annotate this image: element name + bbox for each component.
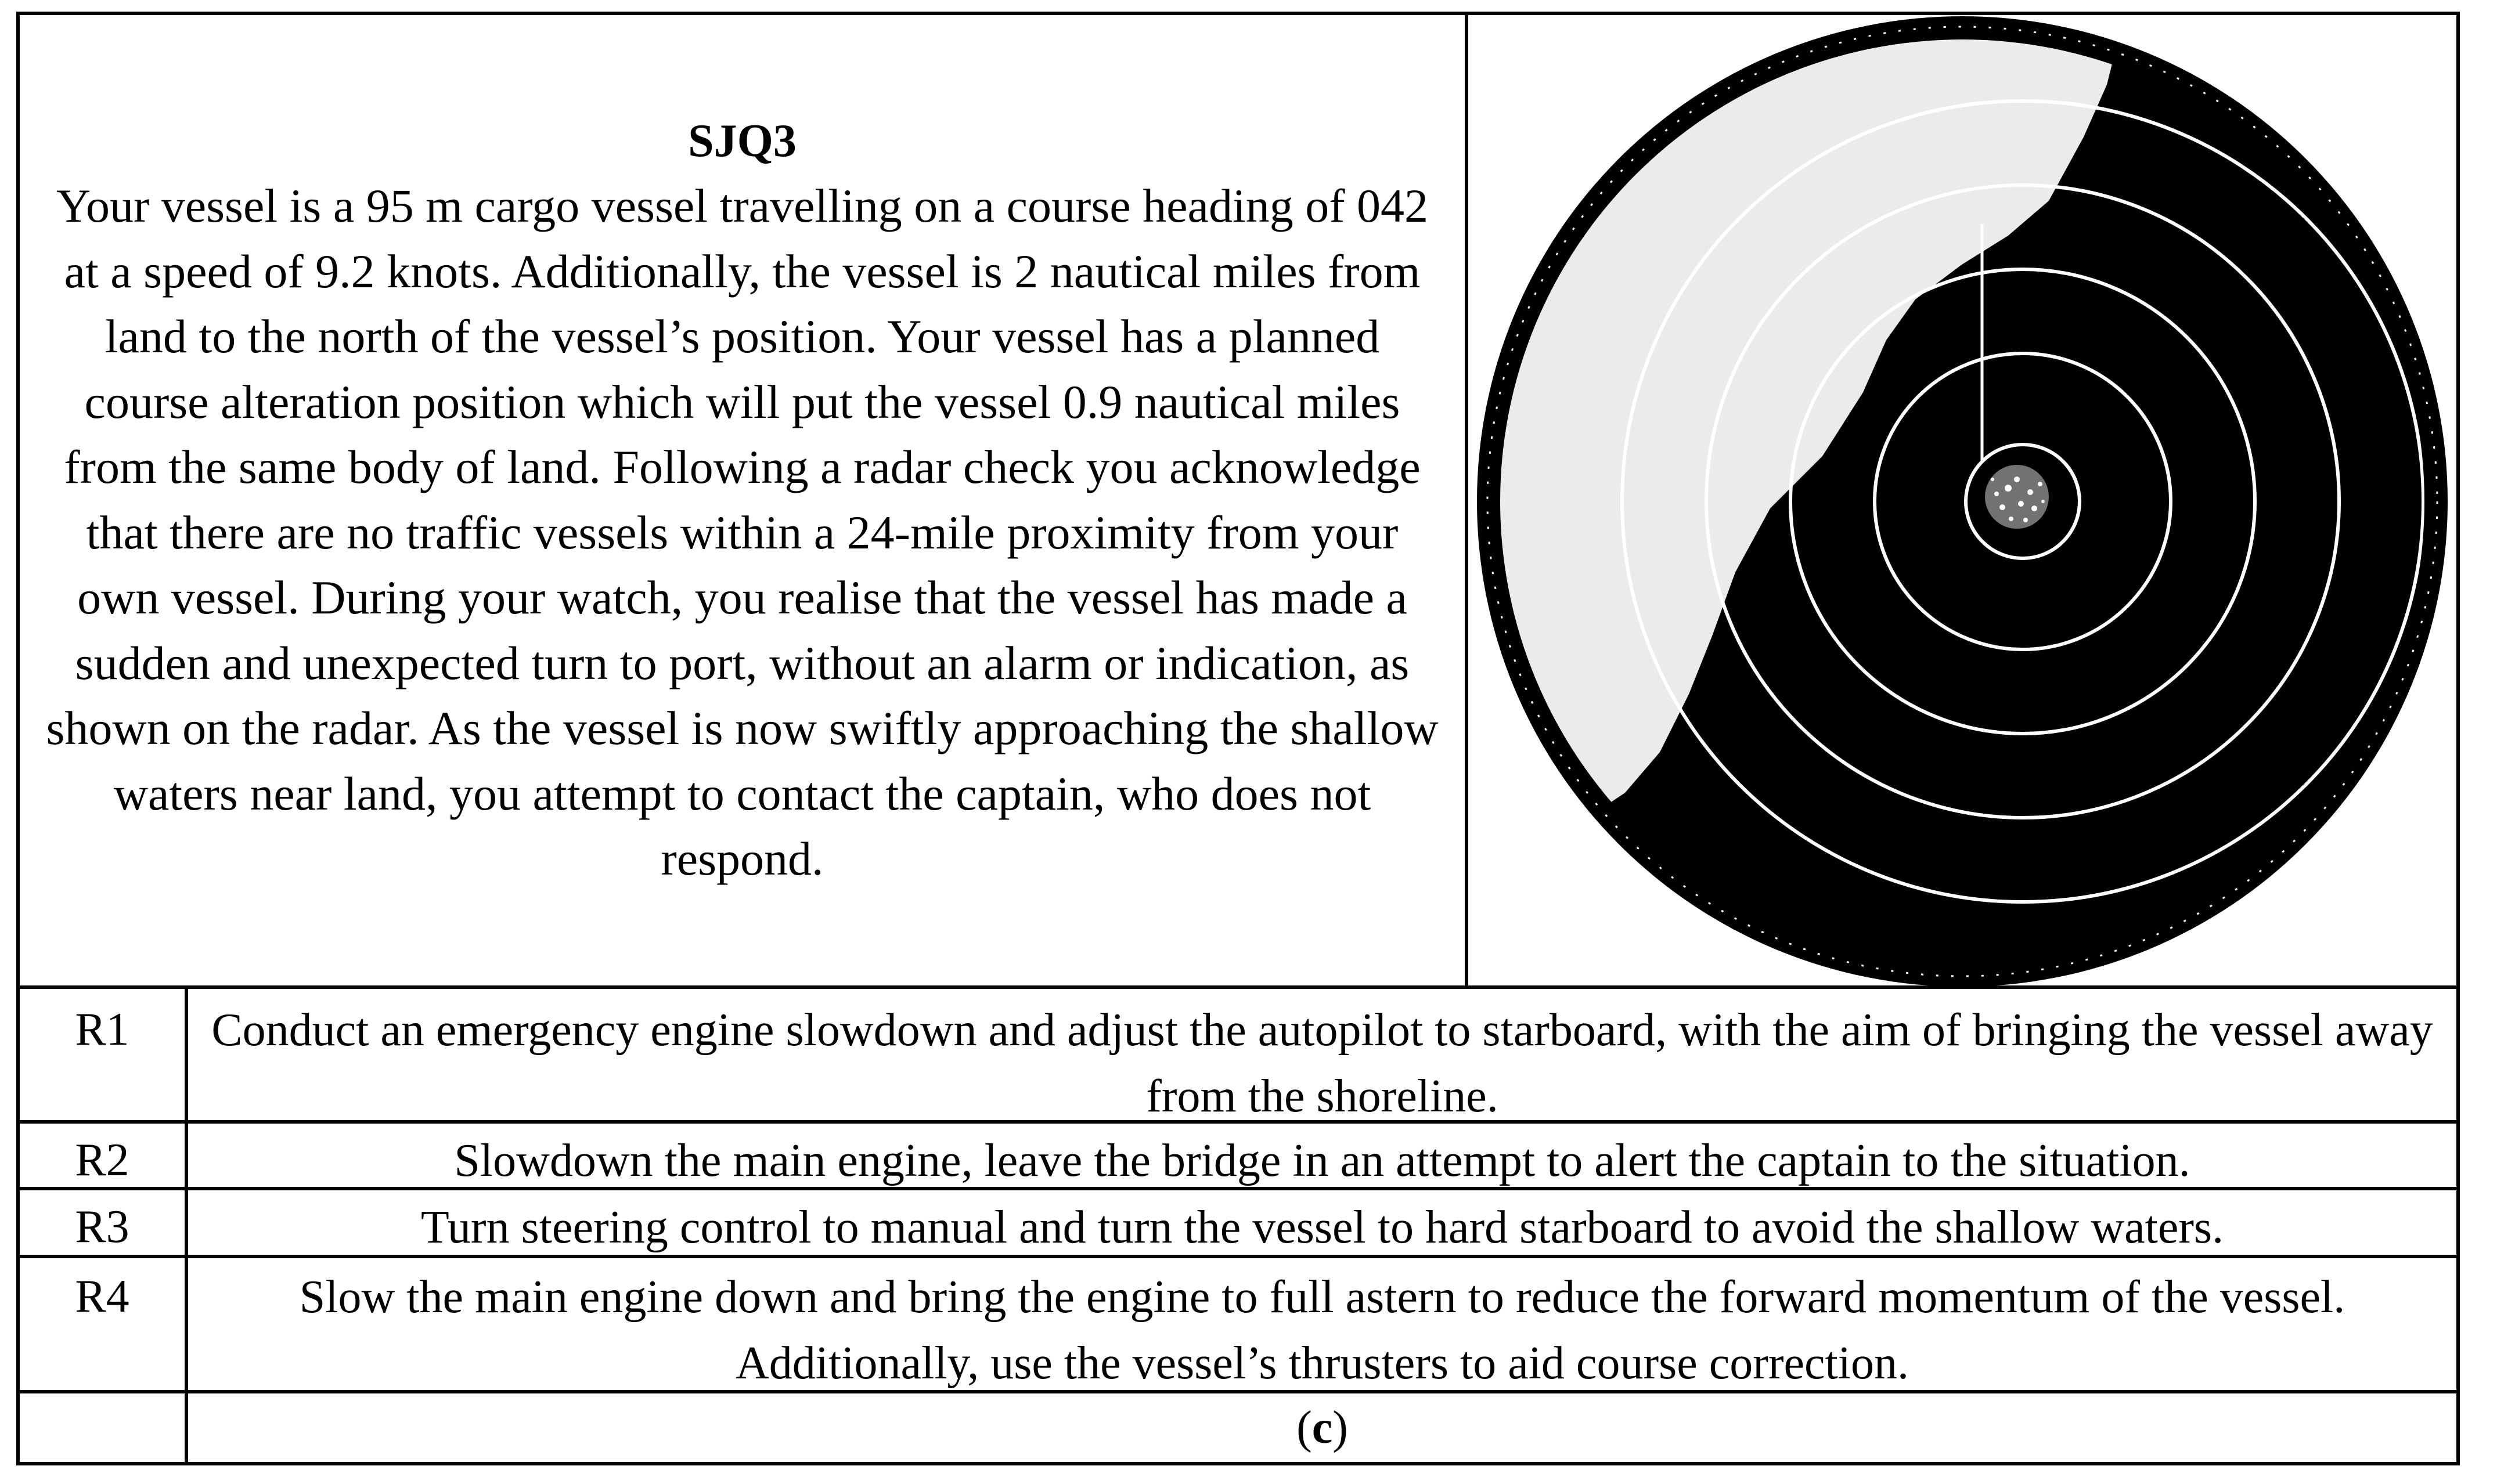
radar-cell (1468, 15, 2456, 985)
caption-letter: c (1311, 1402, 1333, 1453)
scenario-title: SJQ3 (688, 115, 797, 167)
caption-close-paren: ) (1332, 1402, 1348, 1453)
response-text-r3: Turn steering control to manual and turn the vessel to hard starboard to avoid the shallow waters. (420, 1202, 2224, 1253)
response-label-r1: R1 (75, 1004, 129, 1055)
scenario-description: Your vessel is a 95 m cargo vessel travelling on a course heading of 042 at a speed of 9.2 knots. Additionally, the vessel is 2 nautical miles from land to the north of the vessel’s position. Your vessel has a planned course alteration position which will put the vessel 0.9 nautical miles from the same body of land. Following a radar check you acknowledge that there are no traffic vessels within a 24-mile proximity from your own vessel. During your watch, you realise that the vessel has made a sudden and unexpected turn to port, without an alarm or indication, as shown on the radar. As the vessel is now swiftly approaching the shallow waters near land, you attempt to contact the captain, who does not respond. (46, 179, 1439, 886)
response-text-r1: Conduct an emergency engine slowdown and adjust the autopilot to starboard, with the aim of bringing the vessel away from the shoreline. (211, 1005, 2433, 1122)
response-label-r2: R2 (75, 1135, 129, 1186)
radar-display-image (1468, 15, 2456, 985)
caption-open-paren: ( (1296, 1402, 1312, 1453)
response-text-r2: Slowdown the main engine, leave the bridge in an attempt to alert the captain to the situation. (454, 1135, 2190, 1186)
response-text-r4: Slow the main engine down and bring the engine to full astern to reduce the forward momentum of the vessel. Additionally, use the vessel’s thrusters to aid course correction. (299, 1272, 2345, 1389)
radar-sea-clutter (1985, 465, 2049, 529)
response-label-r3: R3 (75, 1201, 129, 1252)
divider-row-top (16, 985, 2460, 989)
figure-caption (188, 1395, 2456, 1461)
scenario-cell (20, 15, 1465, 985)
response-label-r4: R4 (75, 1271, 129, 1322)
